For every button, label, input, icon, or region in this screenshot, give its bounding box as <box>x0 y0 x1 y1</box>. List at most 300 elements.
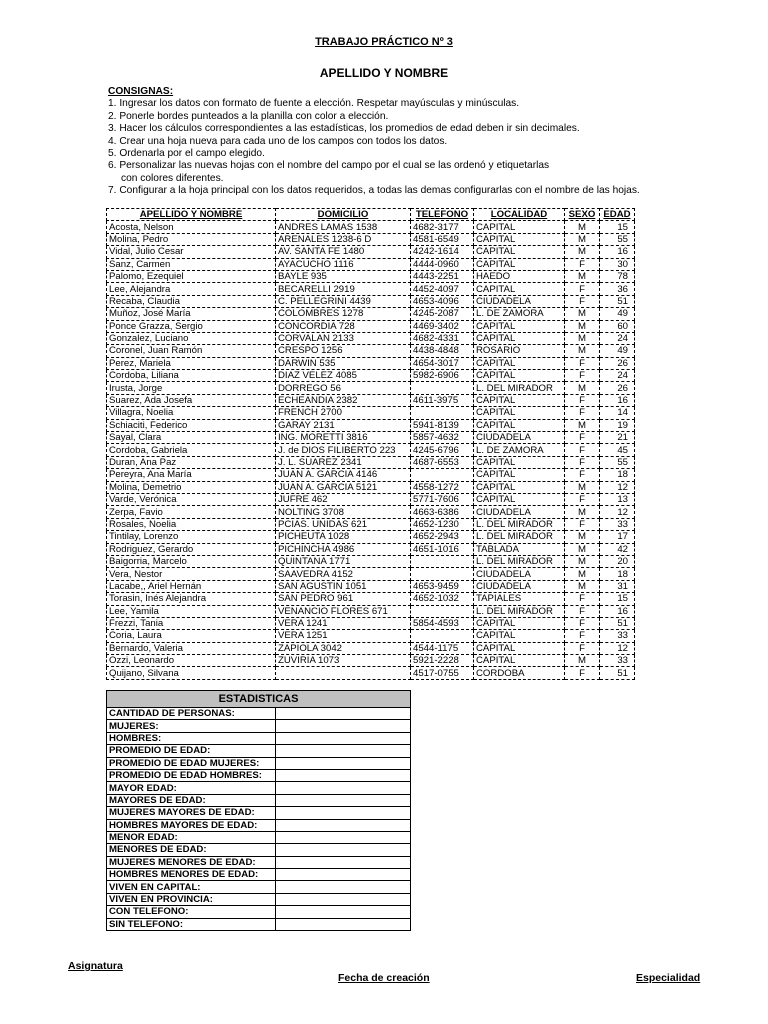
instruction-item: 3. Hacer los cálculos correspondientes a las estadísticas, los promedios de edad deben ir sin decimales. <box>108 123 580 135</box>
cell-address: GARAY 2131 <box>276 419 411 431</box>
cell-phone: 4687-6553 <box>411 456 474 468</box>
stats-label: SIN TELEFONO: <box>107 918 276 930</box>
cell-age: 24 <box>600 370 635 382</box>
cell-locality: CAPITAL <box>474 246 565 258</box>
footer-asignatura: Asignatura <box>68 960 123 972</box>
cell-locality: CAPITAL <box>474 283 565 295</box>
stats-value <box>276 844 411 856</box>
stats-label: PROMEDIO DE EDAD: <box>107 745 276 757</box>
cell-age: 51 <box>600 667 635 679</box>
cell-sex: F <box>565 258 600 270</box>
cell-locality: CIUDADELA <box>474 580 565 592</box>
cell-age: 24 <box>600 332 635 344</box>
cell-sex: M <box>565 246 600 258</box>
stats-row <box>107 757 411 769</box>
stats-row <box>107 856 411 868</box>
stats-label: PROMEDIO DE EDAD HOMBRES: <box>107 769 276 781</box>
stats-label: CON TELEFONO: <box>107 906 276 918</box>
cell-phone: 4652-1032 <box>411 593 474 605</box>
cell-locality: CAPITAL <box>474 258 565 270</box>
cell-sex: M <box>565 481 600 493</box>
table-row <box>107 432 635 444</box>
cell-address: QUINTANA 1771 <box>276 555 411 567</box>
cell-age: 12 <box>600 481 635 493</box>
cell-sex: F <box>565 469 600 481</box>
cell-address: BECARELLI 2919 <box>276 283 411 295</box>
stats-row <box>107 720 411 732</box>
cell-address: JUFRE 462 <box>276 493 411 505</box>
stats-row <box>107 819 411 831</box>
cell-name: Ozzi, Leonardo <box>107 655 276 667</box>
cell-name: Perez, Mariela <box>107 357 276 369</box>
cell-sex: F <box>565 605 600 617</box>
cell-age: 19 <box>600 419 635 431</box>
table-row <box>107 630 635 642</box>
cell-address: CORVALAN 2133 <box>276 332 411 344</box>
stats-value <box>276 720 411 732</box>
table-row <box>107 246 635 258</box>
cell-address: ZAPIOLA 3042 <box>276 642 411 654</box>
cell-locality: L. DEL MIRADOR <box>474 518 565 530</box>
cell-age: 15 <box>600 593 635 605</box>
stats-value <box>276 794 411 806</box>
cell-phone: 5982-6906 <box>411 370 474 382</box>
cell-address: JUAN A. GARCIA 5121 <box>276 481 411 493</box>
cell-phone: 4652-1230 <box>411 518 474 530</box>
cell-address: PICHEUTA 1028 <box>276 531 411 543</box>
cell-sex: M <box>565 221 600 233</box>
col-header-sex: SEXO <box>565 209 600 221</box>
cell-age: 33 <box>600 655 635 667</box>
table-row <box>107 382 635 394</box>
cell-age: 21 <box>600 432 635 444</box>
table-row <box>107 506 635 518</box>
stats-value <box>276 869 411 881</box>
cell-age: 20 <box>600 555 635 567</box>
table-row <box>107 667 635 679</box>
cell-name: Frezzi, Tania <box>107 617 276 629</box>
stats-row <box>107 807 411 819</box>
cell-phone: 4544-1175 <box>411 642 474 654</box>
cell-sex: M <box>565 568 600 580</box>
cell-address <box>276 667 411 679</box>
cell-sex: M <box>565 555 600 567</box>
stats-label: VIVEN EN PROVINCIA: <box>107 893 276 905</box>
cell-age: 15 <box>600 221 635 233</box>
cell-sex: F <box>565 370 600 382</box>
cell-age: 51 <box>600 617 635 629</box>
cell-phone: 5921-2228 <box>411 655 474 667</box>
cell-age: 60 <box>600 320 635 332</box>
cell-sex: F <box>565 617 600 629</box>
stats-label: MAYOR EDAD: <box>107 782 276 794</box>
cell-age: 12 <box>600 506 635 518</box>
table-row <box>107 394 635 406</box>
cell-name: Vidal, Julio Cesar <box>107 246 276 258</box>
table-row <box>107 258 635 270</box>
stats-value <box>276 732 411 744</box>
stats-label: MUJERES MENORES DE EDAD: <box>107 856 276 868</box>
cell-address: VENANCIO FLORES 671 <box>276 605 411 617</box>
cell-phone <box>411 407 474 419</box>
stats-value <box>276 906 411 918</box>
instructions-heading: CONSIGNAS: <box>108 86 174 97</box>
cell-phone: 4653-4096 <box>411 295 474 307</box>
cell-address: C. PELLEGRINI 4439 <box>276 295 411 307</box>
cell-phone: 4653-9459 <box>411 580 474 592</box>
cell-phone <box>411 469 474 481</box>
cell-phone: 4654-3017 <box>411 357 474 369</box>
stats-row <box>107 782 411 794</box>
stats-row <box>107 844 411 856</box>
cell-phone: 4611-3975 <box>411 394 474 406</box>
cell-name: Baigorria, Marcelo <box>107 555 276 567</box>
stats-label: MENOR EDAD: <box>107 831 276 843</box>
cell-locality: CIUDADELA <box>474 432 565 444</box>
cell-locality: CAPITAL <box>474 630 565 642</box>
cell-sex: M <box>565 655 600 667</box>
stats-value <box>276 807 411 819</box>
cell-phone: 4242-1614 <box>411 246 474 258</box>
cell-locality: L. DEL MIRADOR <box>474 382 565 394</box>
col-header-locality: LOCALIDAD <box>474 209 565 221</box>
cell-locality: CAPITAL <box>474 370 565 382</box>
table-row <box>107 605 635 617</box>
stats-value <box>276 856 411 868</box>
table-row <box>107 308 635 320</box>
cell-age: 30 <box>600 258 635 270</box>
cell-locality: L. DEL MIRADOR <box>474 531 565 543</box>
cell-phone: 4663-6386 <box>411 506 474 518</box>
instruction-item: 2. Ponerle bordes punteados a la planilla con color a elección. <box>108 110 389 122</box>
cell-age: 55 <box>600 456 635 468</box>
table-header-row <box>107 209 635 221</box>
table-row <box>107 357 635 369</box>
stats-row <box>107 893 411 905</box>
cell-name: Coronel, Juan Ramón <box>107 345 276 357</box>
cell-locality: CAPITAL <box>474 655 565 667</box>
cell-locality: L. DE ZAMORA <box>474 308 565 320</box>
col-header-phone: TELEFONO <box>411 209 474 221</box>
stats-label: CANTIDAD DE PERSONAS: <box>107 708 276 720</box>
table-row <box>107 617 635 629</box>
table-row <box>107 270 635 282</box>
cell-name: Muñoz, José María <box>107 308 276 320</box>
cell-name: Bernardo, Valeria <box>107 642 276 654</box>
name-subtitle: APELLIDO Y NOMBRE <box>319 66 449 80</box>
cell-name: Lacabe,, Ariel Hernán <box>107 580 276 592</box>
cell-address: ANDRES LAMAS 1538 <box>276 221 411 233</box>
cell-name: Gonzalez, Luciano <box>107 332 276 344</box>
instruction-item: 1. Ingresar los datos con formato de fuente a elección. Respetar mayúsculas y minúsculas. <box>108 98 520 110</box>
cell-locality: CAPITAL <box>474 407 565 419</box>
cell-age: 33 <box>600 630 635 642</box>
table-row <box>107 469 635 481</box>
cell-phone <box>411 630 474 642</box>
cell-name: Molina, Pedro <box>107 233 276 245</box>
table-row <box>107 332 635 344</box>
cell-address: ZUVIRIA 1073 <box>276 655 411 667</box>
cell-address: VERA 1241 <box>276 617 411 629</box>
cell-age: 12 <box>600 642 635 654</box>
cell-phone: 4443-2251 <box>411 270 474 282</box>
cell-age: 78 <box>600 270 635 282</box>
cell-name: Sanz, Carmen <box>107 258 276 270</box>
cell-address: AV. SANTA FE 1480 <box>276 246 411 258</box>
instruction-item: 7. Configurar a la hoja principal con los datos requeridos, a todas las demas configurarlas con el nombre de las hojas. <box>108 185 640 197</box>
cell-address: CONCORDIA 728 <box>276 320 411 332</box>
cell-age: 14 <box>600 407 635 419</box>
stats-row <box>107 794 411 806</box>
cell-age: 45 <box>600 444 635 456</box>
table-row <box>107 370 635 382</box>
table-row <box>107 320 635 332</box>
cell-name: Cordoba, Gabriela <box>107 444 276 456</box>
cell-phone: 4517-0755 <box>411 667 474 679</box>
cell-name: Schiaciti, Federico <box>107 419 276 431</box>
stats-value <box>276 708 411 720</box>
table-row <box>107 655 635 667</box>
stats-value <box>276 819 411 831</box>
instruction-item: 4. Crear una hoja nueva para cada uno de los campos con todos los datos. <box>108 135 448 147</box>
cell-address: AYACUCHO 1116 <box>276 258 411 270</box>
cell-sex: F <box>565 642 600 654</box>
cell-name: Lee, Alejandra <box>107 283 276 295</box>
cell-address: PCIAS. UNIDAS 621 <box>276 518 411 530</box>
table-row <box>107 518 635 530</box>
stats-value <box>276 918 411 930</box>
cell-name: Molina, Demetrio <box>107 481 276 493</box>
table-row <box>107 555 635 567</box>
cell-age: 33 <box>600 518 635 530</box>
cell-sex: F <box>565 518 600 530</box>
cell-age: 42 <box>600 543 635 555</box>
cell-age: 55 <box>600 233 635 245</box>
cell-age: 36 <box>600 283 635 295</box>
cell-locality: CAPITAL <box>474 419 565 431</box>
cell-phone: 4444-0960 <box>411 258 474 270</box>
cell-locality: CIUDADELA <box>474 295 565 307</box>
cell-sex: M <box>565 233 600 245</box>
cell-phone: 4469-3402 <box>411 320 474 332</box>
table-row <box>107 456 635 468</box>
cell-locality: CAPITAL <box>474 357 565 369</box>
cell-sex: F <box>565 667 600 679</box>
cell-name: Vera, Nestor <box>107 568 276 580</box>
cell-age: 51 <box>600 295 635 307</box>
cell-name: Recaba, Claudia <box>107 295 276 307</box>
table-row <box>107 419 635 431</box>
cell-address: NOLTING 3708 <box>276 506 411 518</box>
cell-name: Lee, Yamila <box>107 605 276 617</box>
cell-phone <box>411 382 474 394</box>
table-row <box>107 407 635 419</box>
cell-name: Torasin, Inés Alejandra <box>107 593 276 605</box>
cell-sex: F <box>565 630 600 642</box>
table-row <box>107 444 635 456</box>
stats-label: HOMBRES: <box>107 732 276 744</box>
stats-value <box>276 831 411 843</box>
stats-row <box>107 869 411 881</box>
table-row <box>107 233 635 245</box>
cell-name: Sayal, Clara <box>107 432 276 444</box>
cell-locality: TABLADA <box>474 543 565 555</box>
table-row <box>107 481 635 493</box>
cell-address: ING. MORETTI 3816 <box>276 432 411 444</box>
cell-address: J. L. SUAREZ 2341 <box>276 456 411 468</box>
stats-row <box>107 906 411 918</box>
cell-address: SAAVEDRA 4152 <box>276 568 411 580</box>
cell-name: Palomo, Ezequiel <box>107 270 276 282</box>
cell-locality: CORDOBA <box>474 667 565 679</box>
table-row <box>107 543 635 555</box>
cell-locality: CAPITAL <box>474 221 565 233</box>
cell-address: VERA 1251 <box>276 630 411 642</box>
stats-row <box>107 732 411 744</box>
cell-address: SAN PEDRO 961 <box>276 593 411 605</box>
cell-age: 49 <box>600 308 635 320</box>
cell-sex: M <box>565 332 600 344</box>
cell-sex: F <box>565 407 600 419</box>
cell-phone: 4452-4097 <box>411 283 474 295</box>
cell-sex: M <box>565 382 600 394</box>
cell-sex: F <box>565 493 600 505</box>
stats-value <box>276 769 411 781</box>
cell-age: 16 <box>600 605 635 617</box>
cell-locality: L. DE ZAMORA <box>474 444 565 456</box>
instruction-item: 6. Personalizar las nuevas hojas con el nombre del campo por el cual se las ordenó y etiquetarlas <box>108 160 550 172</box>
col-header-name: APELLIDO Y NOMBRE <box>107 209 276 221</box>
cell-name: Rodriguez, Gerardo <box>107 543 276 555</box>
cell-phone: 4682-3177 <box>411 221 474 233</box>
cell-age: 26 <box>600 357 635 369</box>
cell-name: Rosales, Noelia <box>107 518 276 530</box>
cell-phone: 4682-4331 <box>411 332 474 344</box>
cell-locality: CAPITAL <box>474 456 565 468</box>
cell-age: 17 <box>600 531 635 543</box>
cell-locality: CAPITAL <box>474 320 565 332</box>
cell-name: Coria, Laura <box>107 630 276 642</box>
cell-age: 16 <box>600 246 635 258</box>
stats-row <box>107 769 411 781</box>
cell-address: PICHINCHA 4986 <box>276 543 411 555</box>
cell-age: 31 <box>600 580 635 592</box>
cell-locality: HAEDO <box>474 270 565 282</box>
cell-age: 16 <box>600 394 635 406</box>
stats-row <box>107 881 411 893</box>
cell-locality: CAPITAL <box>474 642 565 654</box>
table-row <box>107 221 635 233</box>
stats-value <box>276 757 411 769</box>
cell-address: ARENALES 1238-6 D <box>276 233 411 245</box>
cell-sex: M <box>565 543 600 555</box>
cell-sex: F <box>565 295 600 307</box>
cell-address: COLOMBRES 1278 <box>276 308 411 320</box>
cell-phone: 4245-2087 <box>411 308 474 320</box>
cell-name: Irusta, Jorge <box>107 382 276 394</box>
stats-label: MUJERES: <box>107 720 276 732</box>
cell-address: ECHEANDIA 2382 <box>276 394 411 406</box>
instructions-block <box>108 86 640 198</box>
cell-locality: CIUDADELA <box>474 506 565 518</box>
cell-sex: F <box>565 444 600 456</box>
cell-age: 13 <box>600 493 635 505</box>
cell-name: Pereyra, Ana María <box>107 469 276 481</box>
people-table <box>106 208 635 680</box>
cell-name: Acosta, Nelson <box>107 221 276 233</box>
cell-address: DARWIN 535 <box>276 357 411 369</box>
stats-value <box>276 893 411 905</box>
cell-locality: CAPITAL <box>474 481 565 493</box>
cell-sex: F <box>565 357 600 369</box>
cell-age: 26 <box>600 382 635 394</box>
cell-sex: M <box>565 270 600 282</box>
cell-name: Suarez, Ada Josefa <box>107 394 276 406</box>
cell-name: Cordoba, Liliana <box>107 370 276 382</box>
cell-locality: L. DEL MIRADOR <box>474 605 565 617</box>
cell-locality: TAPIALES <box>474 593 565 605</box>
cell-address: BAYLE 935 <box>276 270 411 282</box>
cell-phone: 5857-4632 <box>411 432 474 444</box>
cell-sex: F <box>565 394 600 406</box>
col-header-address: DOMICILIO <box>276 209 411 221</box>
cell-locality: CIUDADELA <box>474 568 565 580</box>
cell-locality: CAPITAL <box>474 394 565 406</box>
footer-especialidad: Especialidad <box>636 972 701 984</box>
stats-label: MUJERES MAYORES DE EDAD: <box>107 807 276 819</box>
cell-sex: F <box>565 283 600 295</box>
cell-age: 49 <box>600 345 635 357</box>
instruction-item: con colores diferentes. <box>121 172 224 184</box>
cell-sex: F <box>565 593 600 605</box>
table-row <box>107 568 635 580</box>
stats-label: VIVEN EN CAPITAL: <box>107 881 276 893</box>
cell-name: Ponce Grazza, Sergio <box>107 320 276 332</box>
statistics-title: ESTADISTICAS <box>107 691 411 708</box>
col-header-age: EDAD <box>600 209 635 221</box>
footer-fecha: Fecha de creación <box>338 972 430 984</box>
cell-phone <box>411 555 474 567</box>
cell-phone: 4652-2943 <box>411 531 474 543</box>
cell-sex: M <box>565 320 600 332</box>
cell-name: Varde, Verónica <box>107 493 276 505</box>
cell-phone <box>411 605 474 617</box>
cell-sex: F <box>565 432 600 444</box>
stats-label: HOMBRES MENORES DE EDAD: <box>107 869 276 881</box>
cell-locality: L. DEL MIRADOR <box>474 555 565 567</box>
cell-phone: 5771-7606 <box>411 493 474 505</box>
cell-phone: 4438-4848 <box>411 345 474 357</box>
cell-locality: CAPITAL <box>474 617 565 629</box>
cell-locality: CAPITAL <box>474 469 565 481</box>
cell-phone: 4581-6549 <box>411 233 474 245</box>
cell-name: Villagra, Noelia <box>107 407 276 419</box>
cell-phone: 4558-1272 <box>411 481 474 493</box>
table-row <box>107 593 635 605</box>
cell-locality: ROSARIO <box>474 345 565 357</box>
stats-row <box>107 745 411 757</box>
stats-value <box>276 782 411 794</box>
stats-label: HOMBRES MAYORES DE EDAD: <box>107 819 276 831</box>
stats-label: MENORES DE EDAD: <box>107 844 276 856</box>
cell-age: 18 <box>600 568 635 580</box>
cell-phone: 4651-1016 <box>411 543 474 555</box>
table-row <box>107 531 635 543</box>
cell-name: Zerpa, Favio <box>107 506 276 518</box>
stats-row <box>107 918 411 930</box>
table-row <box>107 295 635 307</box>
cell-address: DIAZ VELEZ 4085 <box>276 370 411 382</box>
